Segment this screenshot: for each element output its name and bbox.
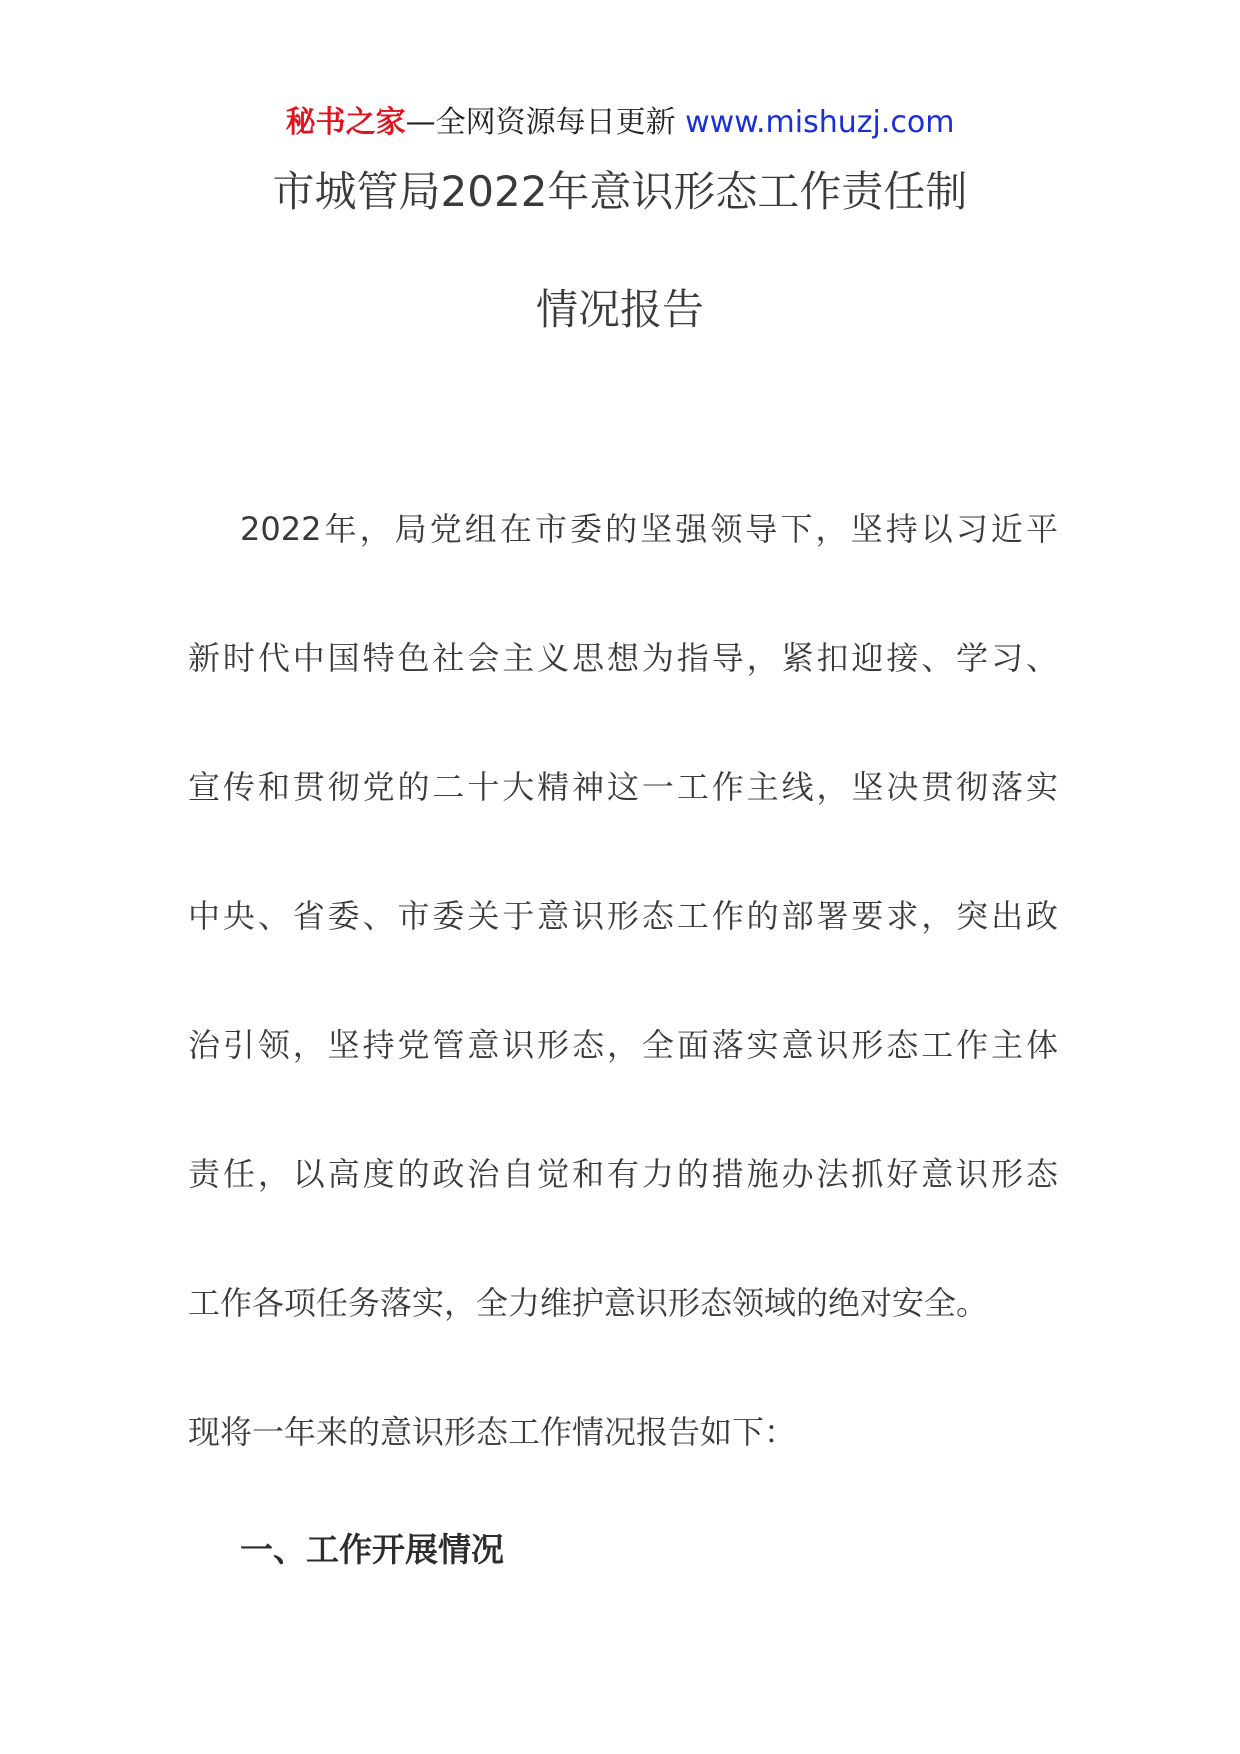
body-line-8: 现将一年来的意识形态工作情况报告如下： <box>188 1413 797 1451</box>
banner-tagline: —全网资源每日更新 <box>405 105 686 140</box>
body-line-5: 治引领，坚持党管意识形态，全面落实意识形态工作主体 <box>188 1026 1058 1064</box>
site-url-link[interactable]: www.mishuzj.com <box>685 105 955 140</box>
body-line-2: 新时代中国特色社会主义思想为指导，紧扣迎接、学习、 <box>188 639 1058 677</box>
section-heading-1: 一、工作开展情况 <box>240 1530 504 1569</box>
body-line-3: 宣传和贯彻党的二十大精神这一工作主线，坚决贯彻落实 <box>188 768 1058 806</box>
document-title-line-1: 市城管局2022年意识形态工作责任制 <box>272 167 968 216</box>
header-banner <box>0 100 1240 146</box>
body-line-4: 中央、省委、市委关于意识形态工作的部署要求，突出政 <box>188 897 1058 935</box>
document-title-line-2: 情况报告 <box>535 285 704 334</box>
body-line-7: 工作各项任务落实，全力维护意识形态领域的绝对安全。 <box>188 1284 989 1322</box>
body-line-6: 责任，以高度的政治自觉和有力的措施办法抓好意识形态 <box>188 1155 1058 1193</box>
body-line-1: 2022年，局党组在市委的坚强领导下，坚持以习近平 <box>240 510 1058 548</box>
brand-name: 秘书之家 <box>285 105 406 140</box>
